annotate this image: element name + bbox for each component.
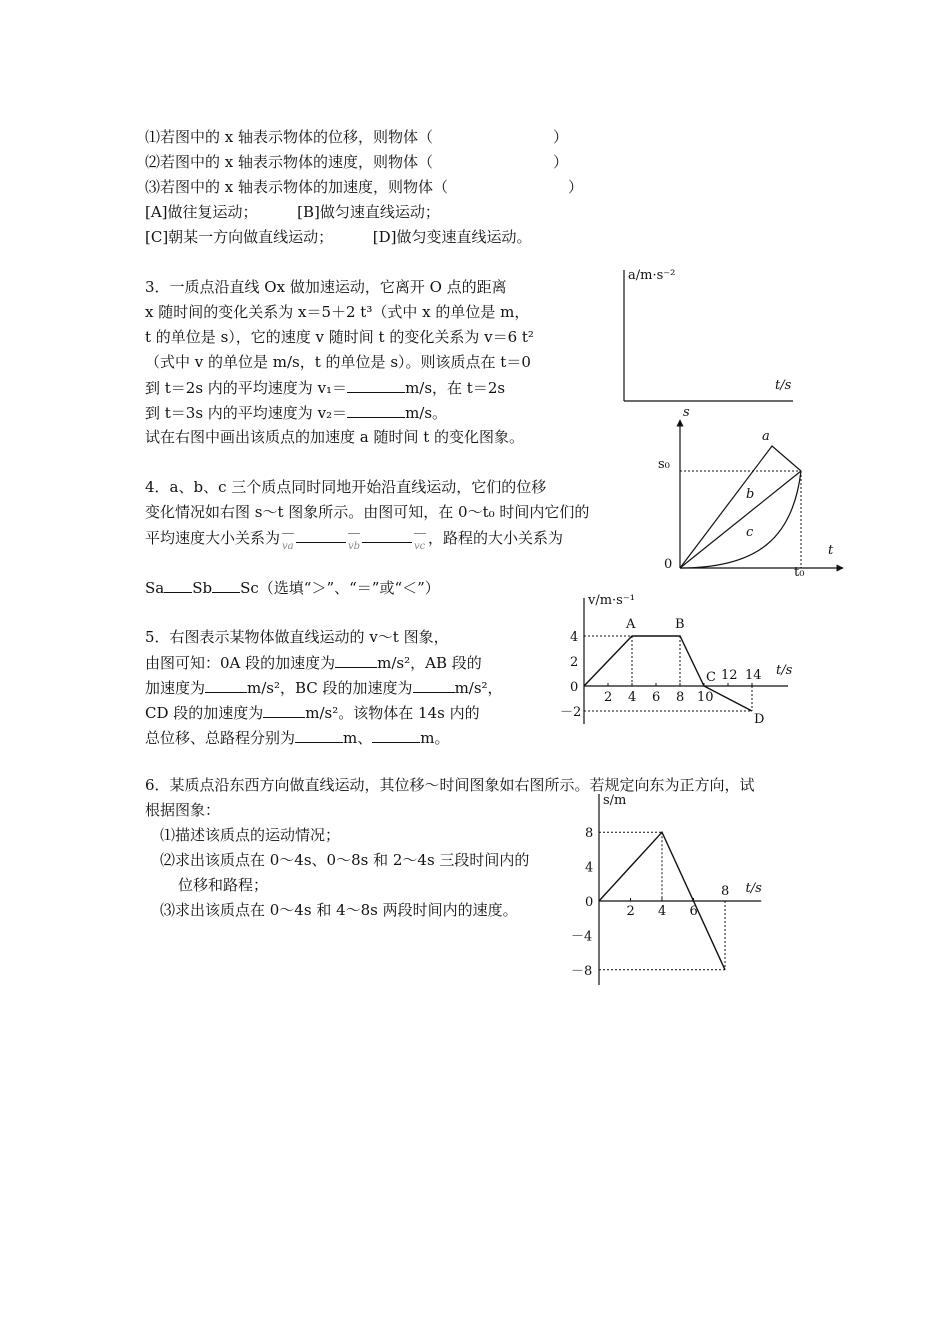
q4-label-c: c — [746, 525, 754, 540]
q6-y-tick-label: 0 — [585, 895, 594, 910]
q4-vc-symbol: vc — [412, 527, 428, 547]
q5-line2-tail: m/s²，AB 段的 — [377, 654, 482, 672]
q4-line4-tail: （选填“＞”、“＝”或“＜”） — [258, 579, 440, 597]
q4-label-b: b — [746, 487, 755, 502]
q5-x-label: t/s — [776, 663, 793, 678]
q3-y-label: a/m·s⁻² — [628, 268, 676, 283]
q3-line4: （式中 v 的单位是 m/s，t 的单位是 s）。则该质点在 t＝0 — [145, 353, 531, 371]
q6-st-chart — [565, 790, 765, 990]
q3-blank-v1[interactable] — [347, 377, 405, 393]
q6-x-label: t/s — [745, 881, 762, 896]
q6-y-tick-label: －8 — [571, 963, 593, 979]
q4-sb: Sb — [192, 579, 213, 597]
q4-blank-3[interactable] — [164, 577, 192, 593]
q5-line4 — [145, 702, 480, 723]
q3-line3: t 的单位是 s），它的速度 v 随时间 t 的变化关系为 v＝6 t² — [145, 328, 534, 346]
q6-line2: 根据图象： — [145, 801, 221, 819]
q4-line2: 变化情况如右图 s～t 图象所示。由图可知，在 0～t₀ 时间内它们的 — [145, 503, 590, 521]
q3-blank-v2[interactable] — [347, 402, 405, 418]
q4-line4 — [145, 577, 440, 598]
q5-line2 — [145, 652, 482, 673]
q5-line1: 5．右图表示某物体做直线运动的 v～t 图象， — [145, 628, 449, 646]
q5-line5-mid: m、 — [343, 729, 373, 747]
q5-x-tick-label: 10 — [697, 690, 714, 705]
q2-part3: ⑶若图中的 x 轴表示物体的加速度，则物体（ ） — [145, 178, 583, 196]
q4-blank-1[interactable] — [296, 527, 346, 543]
q3-line6-tail: m/s。 — [405, 404, 448, 422]
q3-line5 — [145, 377, 505, 398]
q5-blank-cd[interactable] — [263, 702, 305, 718]
q6-x-tick-label: 4 — [658, 904, 667, 919]
q2-part1: ⑴若图中的 x 轴表示物体的位移，则物体（ ） — [145, 128, 568, 146]
q6-part2a: ⑵求出该质点在 0～4s、0～8s 和 2～4s 三段时间内的 — [160, 851, 530, 869]
q5-x-tick-label: 8 — [676, 690, 685, 705]
q5-blank-oa[interactable] — [335, 652, 377, 668]
q5-line5-tail: m。 — [420, 729, 450, 747]
q5-line4-text: CD 段的加速度为 — [145, 704, 264, 722]
q5-blank-bc[interactable] — [413, 677, 455, 693]
q6-x-tick-label: 8 — [721, 884, 730, 899]
q4-blank-2[interactable] — [362, 527, 412, 543]
q5-blank-distance[interactable] — [372, 727, 420, 743]
q4-blank-4[interactable] — [212, 577, 240, 593]
q5-blank-ab[interactable] — [205, 677, 247, 693]
q6-y-tick-label: 8 — [585, 826, 594, 842]
q2-options-row2 — [145, 227, 531, 247]
q5-x-tick-label: 4 — [628, 690, 637, 705]
q5-y-tick-label: 2 — [570, 655, 579, 670]
q6-x-tick-label: 6 — [689, 904, 698, 919]
q4-label-a: a — [762, 429, 770, 444]
q5-x-tick-label: 12 — [721, 668, 738, 683]
q5-blank-displacement[interactable] — [295, 727, 343, 743]
q4-origin-label: 0 — [664, 557, 673, 572]
q4-t0-label: t₀ — [794, 565, 805, 580]
q5-line3-text: 加速度为 — [145, 679, 206, 697]
q6-y-label: s/m — [603, 793, 627, 808]
q2-part2: ⑵若图中的 x 轴表示物体的速度，则物体（ ） — [145, 153, 568, 171]
q5-x-tick-label: 14 — [745, 668, 762, 683]
q5-y-tick-label: －2 — [560, 705, 582, 720]
q4-line1: 4．a、b、c 三个质点同时同地开始沿直线运动，它们的位移 — [145, 478, 547, 496]
q5-line4-tail: m/s²。该物体在 14s 内的 — [305, 704, 480, 722]
q2-options-row1 — [145, 202, 440, 222]
q5-point-label: B — [675, 617, 685, 632]
q5-line3 — [145, 677, 503, 698]
q2-option-b: [B]做匀速直线运动； — [297, 203, 440, 221]
q6-part3: ⑶求出该质点在 0～4s 和 4～8s 两段时间内的速度。 — [160, 901, 518, 919]
q4-s0-label: s₀ — [658, 457, 670, 472]
q6-part1: ⑴描述该质点的运动情况； — [160, 826, 341, 844]
q5-y-tick-label: 4 — [570, 630, 579, 645]
q2-option-a: [A]做往复运动； — [145, 203, 258, 221]
q3-line6 — [145, 402, 447, 423]
q2-option-c: [C]朝某一方向做直线运动； — [145, 228, 334, 246]
q6-y-tick-label: 4 — [585, 860, 594, 876]
q5-x-tick-label: 2 — [604, 690, 613, 705]
q5-x-tick-label: 6 — [652, 690, 661, 705]
q3-line5-tail: m/s，在 t＝2s — [405, 379, 506, 397]
q4-curve-b — [680, 471, 801, 568]
q3-x-label: t/s — [775, 378, 792, 393]
q3-line5-text: 到 t＝2s 内的平均速度为 v₁＝ — [145, 379, 348, 397]
q3-line6-text: 到 t＝3s 内的平均速度为 v₂＝ — [145, 404, 348, 422]
q6-y-tick-label: －4 — [571, 929, 593, 945]
q4-line3-text: 平均速度大小关系为 — [145, 529, 281, 547]
q5-y-tick-label: 0 — [570, 680, 579, 695]
q4-x-label: t — [828, 543, 834, 558]
q3-line2: x 随时间的变化关系为 x＝5＋2 t³（式中 x 的单位是 m， — [145, 303, 530, 321]
q5-line3-tail: m/s²， — [454, 679, 503, 697]
q5-y-label: v/m·s⁻¹ — [588, 593, 635, 608]
q5-line2-text: 由图可知：0A 段的加速度为 — [145, 654, 336, 672]
q3-at-graph[interactable] — [615, 265, 795, 405]
q4-y-label: s — [683, 405, 690, 420]
q4-vb-symbol: vb — [346, 527, 362, 547]
q5-point-label: D — [754, 712, 765, 727]
q5-line5 — [145, 727, 449, 748]
q4-sa: Sa — [145, 579, 165, 597]
q4-st-graph — [648, 405, 848, 580]
q5-point-label: A — [626, 617, 636, 632]
q6-line1: 6．某质点沿东西方向做直线运动，其位移～时间图象如右图所示。若规定向东为正方向，试 — [145, 776, 755, 794]
q5-point-label: C — [706, 670, 716, 685]
q3-line1: 3．一质点沿直线 Ox 做加速运动，它离开 O 点的距离 — [145, 278, 507, 296]
q4-line3 — [145, 527, 564, 552]
q6-x-tick-label: 2 — [626, 904, 635, 919]
q2-option-d: [D]做匀变速直线运动。 — [372, 228, 532, 246]
q5-vt-chart — [560, 590, 793, 730]
q4-line3-tail: ，路程的大小关系为 — [428, 529, 564, 547]
q4-va-symbol: va — [280, 527, 296, 547]
q5-line3-mid: m/s²，BC 段的加速度为 — [247, 679, 413, 697]
q5-line5-text: 总位移、总路程分别为 — [145, 729, 296, 747]
q3-line7: 试在右图中画出该质点的加速度 a 随时间 t 的变化图象。 — [145, 428, 525, 446]
q4-curve-a — [680, 446, 801, 568]
q4-sc: Sc — [240, 579, 259, 597]
q6-part2b: 位移和路程； — [178, 876, 269, 894]
